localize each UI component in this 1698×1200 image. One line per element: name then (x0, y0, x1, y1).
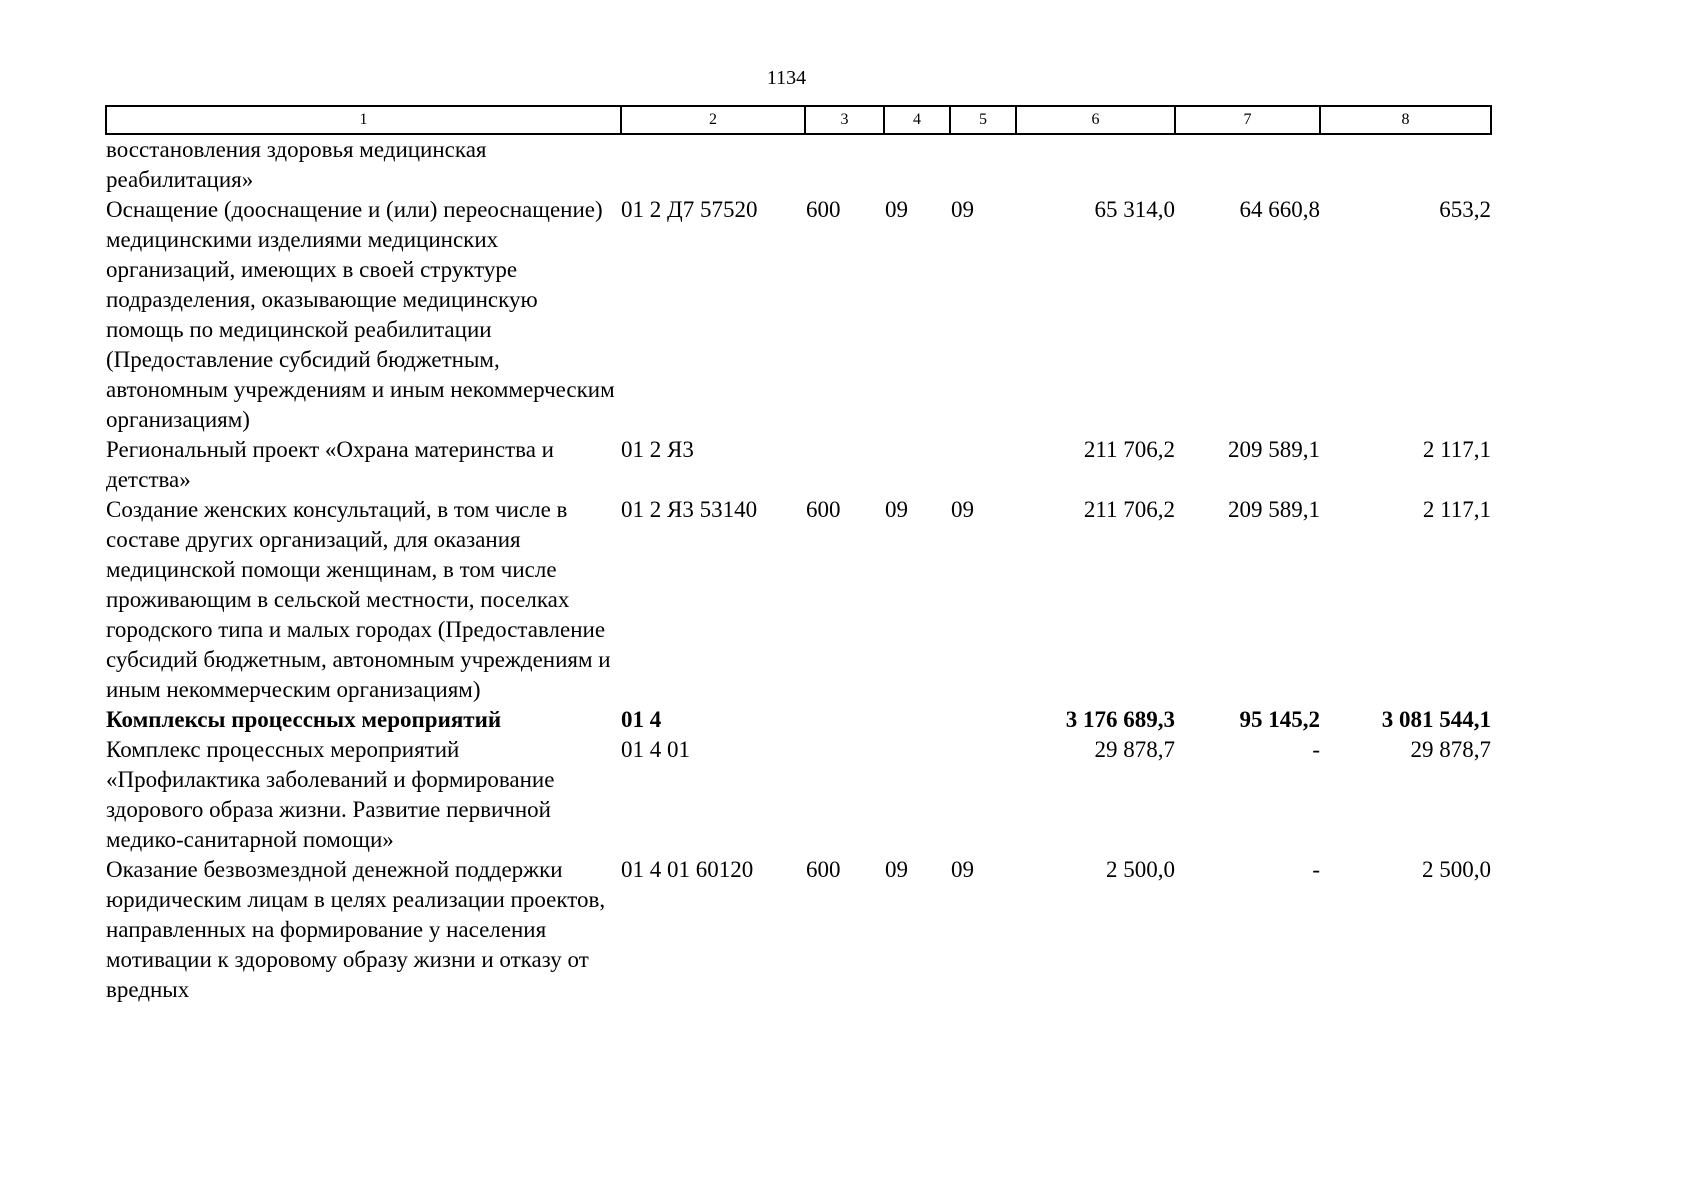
target-article-cell: 01 4 01 (621, 737, 690, 762)
amount-col8-cell: 3 081 544,1 (1381, 707, 1491, 732)
item-name-cell: Комплексы процессных мероприятий (106, 707, 502, 732)
table-row (106, 435, 1491, 495)
table-row (106, 495, 1491, 705)
amount-col7-cell (1175, 134, 1320, 195)
column-number-header: 7 (1175, 106, 1320, 134)
section-cell (884, 735, 950, 855)
column-number-header: 3 (805, 106, 884, 134)
expense-type-cell: 600 (806, 197, 841, 222)
total-amount-cell: 29 878,7 (1094, 737, 1175, 762)
amount-col7-cell: 64 660,8 (1239, 197, 1320, 222)
amount-col7-cell: 209 589,1 (1228, 437, 1320, 462)
column-number-header: 1 (106, 106, 621, 134)
section-cell (884, 435, 950, 495)
table-row (106, 855, 1491, 1005)
expense-type-cell: 600 (806, 857, 841, 882)
column-number-header: 8 (1320, 106, 1491, 134)
subsection-cell (950, 435, 1016, 495)
subsection-cell: 09 (951, 857, 974, 882)
page-number: 1134 (766, 67, 807, 89)
table-row (106, 705, 1491, 735)
expense-type-cell: 600 (806, 497, 841, 522)
subsection-cell (950, 134, 1016, 195)
item-name-cell: Комплекс процессных мероприятий «Профилактика заболеваний и формирование здорового образа жизни. Развитие первичной медико-санитарной помощи» (106, 737, 555, 852)
amount-col8-cell: 29 878,7 (1410, 737, 1491, 762)
subsection-cell: 09 (951, 197, 974, 222)
column-number-header: 5 (950, 106, 1016, 134)
total-amount-cell: 65 314,0 (1094, 197, 1175, 222)
expense-type-cell (805, 134, 884, 195)
amount-col7-cell: 209 589,1 (1228, 497, 1320, 522)
section-cell (884, 705, 950, 735)
total-amount-cell: 3 176 689,3 (1065, 707, 1175, 732)
amount-col8-cell (1320, 134, 1491, 195)
item-name-cell: Региональный проект «Охрана материнства и детства» (106, 437, 554, 492)
subsection-cell (950, 735, 1016, 855)
expense-type-cell (805, 435, 884, 495)
column-number-header: 2 (621, 106, 805, 134)
column-number-header-row (106, 106, 1491, 134)
section-cell: 09 (885, 497, 908, 522)
total-amount-cell (1016, 134, 1175, 195)
item-name-cell: Создание женских консультаций, в том числе в составе других организаций, для оказания медицинской помощи женщинам, в том числе проживающим в сельской местности, поселках городского типа и малых городах (Предоставление субсидий бюджетным, автономным учреждениям и иным некоммерческим организациям) (106, 497, 611, 702)
section-cell (884, 134, 950, 195)
amount-col7-cell: - (1312, 857, 1320, 882)
subsection-cell (950, 705, 1016, 735)
target-article-cell: 01 2 Я3 (621, 437, 694, 462)
target-article-cell: 01 2 Я3 53140 (621, 497, 758, 522)
table-row (106, 134, 1491, 195)
amount-col8-cell: 2 500,0 (1422, 857, 1491, 882)
item-name-cell: восстановления здоровья медицинская реабилитация» (106, 137, 487, 192)
target-article-cell: 01 4 01 60120 (621, 857, 754, 882)
amount-col7-cell: 95 145,2 (1239, 707, 1320, 732)
amount-col7-cell: - (1312, 737, 1320, 762)
total-amount-cell: 2 500,0 (1106, 857, 1175, 882)
item-name-cell: Оснащение (дооснащение и (или) переоснащение) медицинскими изделиями медицинских организаций, имеющих в своей структуре подразделения, оказывающие медицинскую помощь по медицинской реабилитации (Предоставление субсидий бюджетным, автономным учреждениям и иным некоммерческим организациям) (106, 197, 615, 432)
table-body (106, 134, 1491, 1005)
total-amount-cell: 211 706,2 (1083, 437, 1175, 462)
target-article-cell (621, 134, 805, 195)
table-row (106, 735, 1491, 855)
total-amount-cell: 211 706,2 (1083, 497, 1175, 522)
expense-type-cell (805, 735, 884, 855)
amount-col8-cell: 2 117,1 (1422, 497, 1491, 522)
table-row (106, 195, 1491, 435)
item-name-cell: Оказание безвозмездной денежной поддержки юридическим лицам в целях реализации проектов, направленных на формирование у населения мотивации к здоровому образу жизни и отказу от вредных (106, 857, 606, 1002)
column-number-header: 4 (884, 106, 950, 134)
subsection-cell: 09 (951, 497, 974, 522)
amount-col8-cell: 2 117,1 (1422, 437, 1491, 462)
target-article-cell: 01 2 Д7 57520 (621, 197, 758, 222)
budget-table (105, 105, 1492, 1005)
column-number-header: 6 (1016, 106, 1175, 134)
section-cell: 09 (885, 197, 908, 222)
amount-col8-cell: 653,2 (1439, 197, 1491, 222)
expense-type-cell (805, 705, 884, 735)
target-article-cell: 01 4 (621, 707, 662, 732)
section-cell: 09 (885, 857, 908, 882)
